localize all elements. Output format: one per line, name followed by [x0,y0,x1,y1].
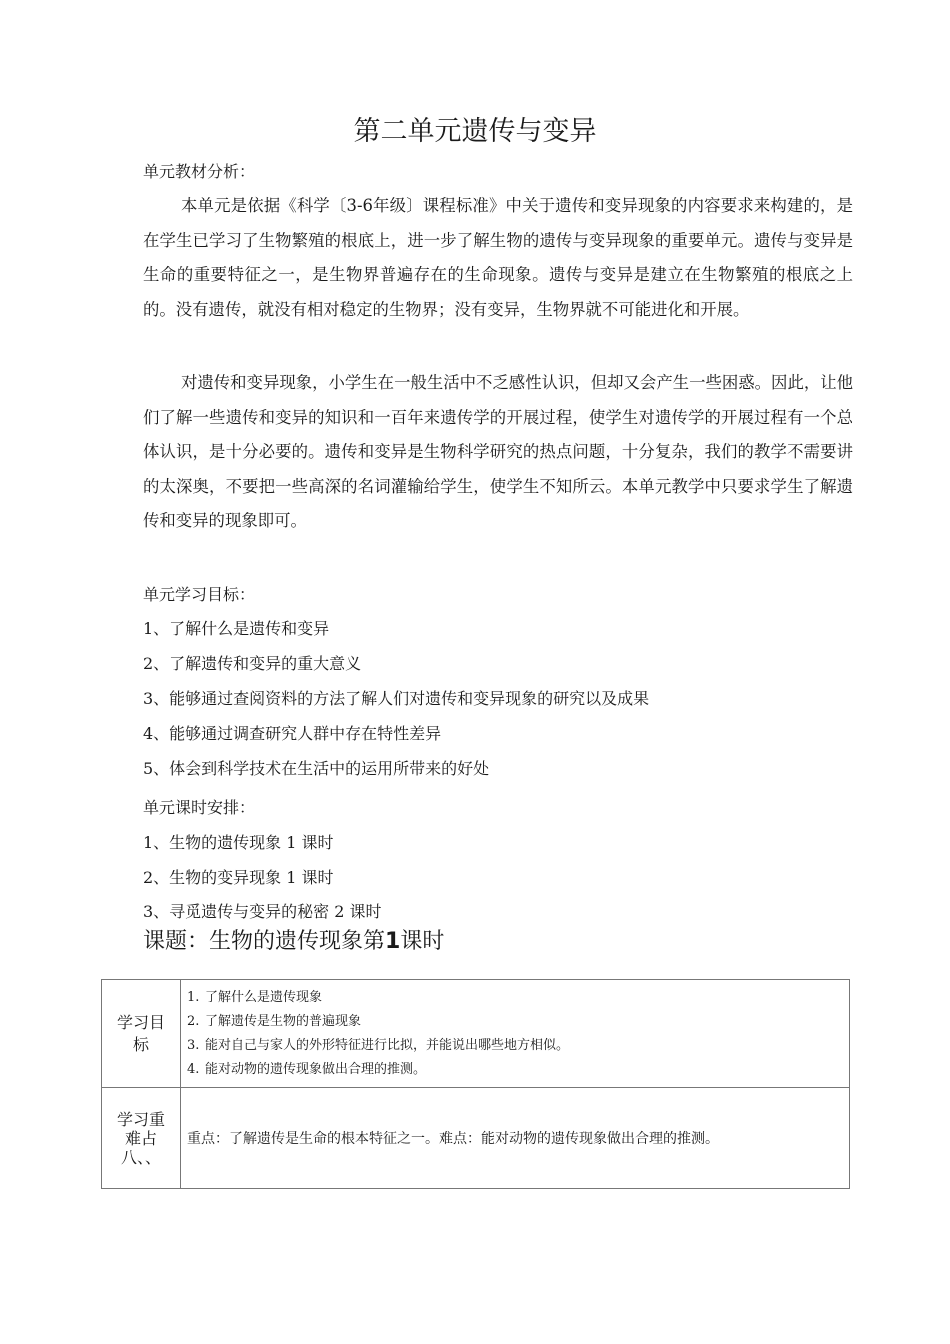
objective-item: 2、了解遗传和变异的重大意义 [143,654,362,673]
keypoints-content-cell: 重点：了解遗传是生命的根本特征之一。难点：能对动物的遗传现象做出合理的推测。 [181,1088,850,1189]
goals-content-cell [181,980,850,1088]
objectives-heading: 单元学习目标： [143,585,256,604]
goals-row [102,980,850,1088]
goal-text: 能对自己与家人的外形特征进行比拟，并能说出哪些地方相似。 [205,1037,570,1053]
schedule-item: 2、生物的变异现象 1 课时 [143,868,334,887]
goal-number: 4. [187,1061,200,1077]
page-title: 第二单元遗传与变异 [353,116,597,147]
goal-text: 了解什么是遗传现象 [205,989,323,1005]
goals-label-line: 标 [132,1034,149,1054]
keypoints-label-line: 难占 [124,1128,157,1148]
objective-item: 1、了解什么是遗传和变异 [143,619,330,638]
goals-label-cell [102,980,181,1088]
schedule-item: 1、生物的遗传现象 1 课时 [143,833,334,852]
objective-item: 4、能够通过调查研究人群中存在特性差异 [143,724,442,743]
goal-number: 1. [187,989,200,1005]
lesson-title-prefix: 课题：生物的遗传现象第 [143,929,386,954]
goal-item [187,1010,843,1034]
objective-item: 5、体会到科学技术在生活中的运用所带来的好处 [143,759,490,778]
schedule-heading: 单元课时安排： [143,798,256,817]
keypoints-label-line: 学习重 [116,1109,165,1129]
goal-number: 3. [187,1037,200,1053]
lesson-title-number: 1 [385,929,401,954]
goal-text: 了解遗传是生物的普遍现象 [205,1013,362,1029]
goal-text: 能对动物的遗传现象做出合理的推测。 [205,1061,427,1077]
keypoints-label-line: 八、、 [120,1147,161,1167]
goal-number: 2. [187,1013,200,1029]
analysis-heading: 单元教材分析： [143,162,256,181]
keypoints-row [102,1088,850,1189]
keypoints-label-cell [102,1088,181,1189]
lesson-plan-table [101,979,850,1189]
analysis-paragraph-2: 对遗传和变异现象，小学生在一般生活中不乏感性认识，但却又会产生一些困惑。因此，让他们了解一些遗传和变异的知识和一百年来遗传学的开展过程，使学生对遗传学的开展过程有一个总体认识，是十分必要的。遗传和变异是生物科学研究的热点问题，十分复杂，我们的教学不需要讲的太深奥，不要把一些高深的名词灌输给学生，使学生不知所云。本单元教学中只要求学生了解遗传和变异的现象即可。 [143,373,854,531]
goal-item [187,1058,843,1082]
analysis-paragraph-1: 本单元是依据《科学〔3-6年级〕课程标准》中关于遗传和变异现象的内容要求来构建的，是在学生已学习了生物繁殖的根底上，进一步了解生物的遗传与变异现象的重要单元。遗传与变异是生命的重要特征之一，是生物界普遍存在的生命现象。遗传与变异是建立在生物繁殖的根底之上的。没有遗传，就没有相对稳定的生物界；没有变异，生物界就不可能进化和开展。 [143,196,853,319]
goal-item [187,986,843,1010]
schedule-item: 3、寻觅遗传与变异的秘密 2 课时 [143,902,382,921]
objective-item: 3、能够通过查阅资料的方法了解人们对遗传和变异现象的研究以及成果 [143,689,650,708]
lesson-title-suffix: 课时 [400,929,445,954]
goal-item [187,1034,843,1058]
lesson-title [143,926,444,958]
goals-label-line: 学习目 [116,1012,165,1032]
